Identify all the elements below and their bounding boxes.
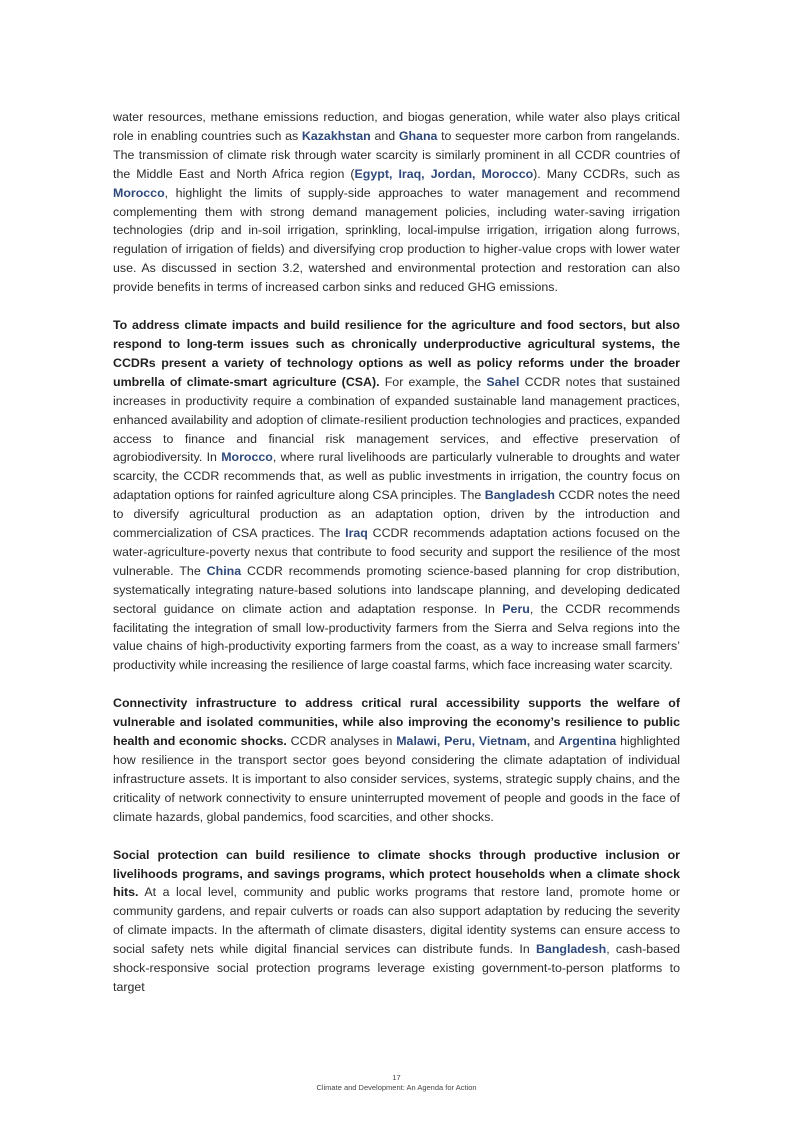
publication-title: Climate and Development: An Agenda for Action bbox=[316, 1083, 477, 1092]
paragraph-text: CCDR recommends adaptation actions focused on the water-agriculture-poverty nexus that contribute to food security and support the resilience of the most vulnerable. The bbox=[113, 526, 680, 578]
paragraph-text: and bbox=[370, 128, 399, 143]
country-name: Morocco bbox=[113, 185, 165, 200]
paragraph-text: ). Many CCDRs, such as bbox=[533, 166, 680, 181]
country-name: Argentina bbox=[558, 734, 617, 749]
country-name: Ghana bbox=[398, 128, 438, 143]
country-name: Kazakhstan bbox=[301, 128, 371, 143]
paragraph-lead-sentence: Connectivity infrastructure to address critical rural accessibility supports the welfare of vulnerable and isolated communities, while also improving the economy’s resilience to public health and economic shocks. bbox=[113, 696, 680, 749]
country-name: Iraq bbox=[345, 526, 368, 541]
paragraph-lead-sentence: Social protection can build resilience to climate shocks through productive inclusion or livelihoods programs, and savings programs, which protect households when a climate shock hits. bbox=[113, 847, 680, 900]
country-name: Egypt, Iraq, Jordan, Morocco bbox=[354, 166, 534, 181]
paragraph-lead-sentence: To address climate impacts and build resilience for the agriculture and food sectors, but also respond to long-term issues such as chronically underproductive agricultural systems, the CCDRs present a variety of technology options as well as policy reforms under the broader umbrella of climate-smart agriculture (CSA). bbox=[113, 318, 680, 389]
paragraph-social-protection bbox=[113, 846, 680, 997]
country-name: Morocco bbox=[221, 450, 273, 465]
paragraph-climate-smart-agriculture bbox=[113, 316, 680, 675]
paragraph-text: CCDR recommends promoting science-based planning for crop distribution, systematically integrating nature-based solutions into landscape planning, and developing dedicated sectoral guidance on climate action and adaptation response. In bbox=[113, 563, 680, 616]
paragraph-text: , the CCDR recommends facilitating the integration of small low-productivity farmers from the Sierra and Selva regions into the value chains of high-productivity exporting farmers from the coast, as a way to increase small farmers’ productivity while increasing the resilience of large coastal farms, which face increasing water scarcity. bbox=[113, 601, 680, 673]
country-name: Malawi, Peru, Vietnam, bbox=[396, 734, 531, 749]
country-name: Peru bbox=[502, 601, 530, 616]
country-name: Sahel bbox=[486, 374, 520, 389]
paragraph-text: CCDR analyses in bbox=[286, 734, 397, 749]
country-name: Bangladesh bbox=[535, 942, 607, 957]
paragraph-text: CCDR notes that sustained increases in productivity require a combination of expanded sustainable land management practices, enhanced availability and adoption of climate-resilient production technologies and practices, expanded access to finance and financial risk management services, and effective preservation of agrobiodiversity. In bbox=[113, 374, 680, 465]
paragraph-text: CCDR notes the need to diversify agricultural production as an adaptation option, driven by the introduction and commercialization of CSA practices. The bbox=[113, 488, 680, 541]
paragraph-text: , where rural livelihoods are particularly vulnerable to droughts and water scarcity, the CCDR recommends that, as well as public investments in irrigation, the country focus on adaptation options for rainfed agriculture along CSA principles. The bbox=[113, 450, 680, 503]
paragraph-text: to sequester more carbon from rangelands. The transmission of climate risk through water scarcity is similarly prominent in all CCDR countries of the Middle East and North Africa region ( bbox=[113, 128, 680, 181]
page-number: 17 bbox=[392, 1073, 401, 1082]
paragraph-water-resources bbox=[113, 108, 680, 297]
country-name: China bbox=[206, 563, 242, 578]
document-body bbox=[113, 108, 680, 1016]
paragraph-text: , cash-based shock-responsive social protection programs leverage existing government-to-person platforms to target bbox=[113, 942, 680, 994]
paragraph-text: For example, the bbox=[379, 374, 487, 389]
country-name: Bangladesh bbox=[484, 488, 555, 503]
paragraph-text: highlighted how resilience in the transport sector goes beyond considering the climate adaptation of individual infrastructure assets. It is important to also consider services, systems, strategic supply chains, and the criticality of network connectivity to ensure uninterrupted movement of people and goods in the face of climate hazards, global pandemics, food scarcities, and other shocks. bbox=[113, 734, 681, 824]
paragraph-text: At a local level, community and public works programs that restore land, promote home or community gardens, and repair culverts or roads can also support adaptation by reducing the severity of climate impacts. In the aftermath of climate disasters, digital identity systems can ensure access to social safety nets while digital financial services can distribute funds. In bbox=[113, 885, 680, 957]
paragraph-text: , highlight the limits of supply-side approaches to water management and recommend complementing them with strong demand management policies, including water-saving irrigation technologies (drip and in-soil irrigation, sprinkling, local-impulse irrigation, irrigation along furrows, regulation of irrigation of fields) and diversifying crop production to higher-value crops with lower water use. As discussed in section 3.2, watershed and environmental protection and restoration can also provide benefits in terms of increased carbon sinks and reduced GHG emissions. bbox=[113, 185, 680, 295]
page-footer bbox=[0, 1073, 793, 1093]
paragraph-text: and bbox=[530, 734, 559, 749]
paragraph-text: water resources, methane emissions reduction, and biogas generation, while water also plays critical role in enabling countries such as bbox=[113, 110, 680, 143]
paragraph-connectivity-infrastructure bbox=[113, 694, 680, 826]
